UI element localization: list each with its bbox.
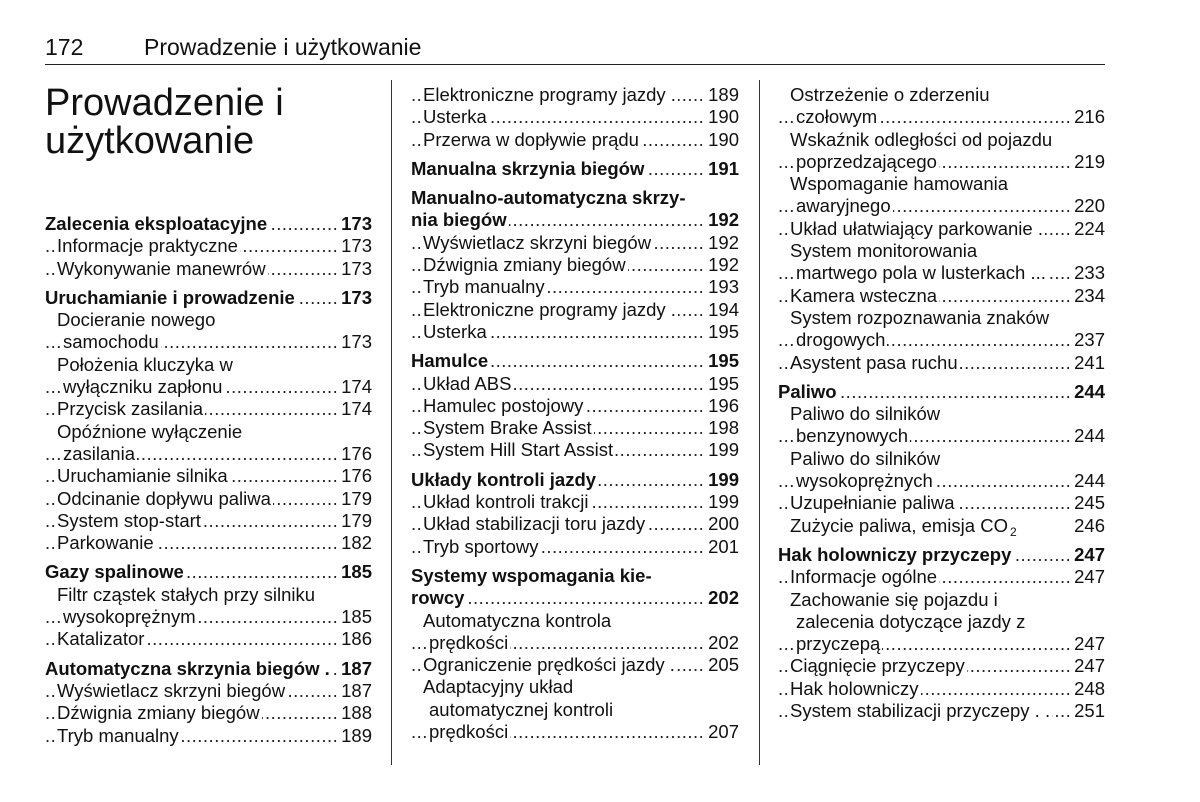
toc-entry-title: Uzupełnianie paliwa [790,492,955,514]
toc-entry-title: wyłączniku zapłonu [63,376,223,398]
toc-entry-title: System Hill Start Assist [423,439,614,461]
toc-entry-title: Układ kontroli trakcji [423,491,589,513]
toc-entry-title: Systemy wspomagania kie- [411,564,652,586]
toc-entry [45,606,372,628]
toc-page-number: 195 [705,350,739,372]
toc-entry [411,721,739,743]
toc-entry-title: Manualno-automatyczna skrzy- [411,187,686,209]
toc-entry [778,700,1105,722]
toc-section-entry [45,287,372,309]
toc-entry [778,470,1105,492]
toc-entry-title: Wyświetlacz skrzyni biegów [57,679,286,701]
toc-page-number: 244 [1071,425,1105,447]
toc-entry-title: Automatyczna kontrola [423,609,612,631]
toc-entry [411,232,739,254]
toc-entry [45,465,372,487]
toc-page-number: 190 [705,129,739,151]
toc-entry-title: Układ ułatwiający parkowanie . [790,217,1043,239]
toc-page-number: 199 [705,469,739,491]
toc-page-number: 205 [705,654,739,676]
toc-entry [411,84,739,106]
toc-page-number: 247 [1071,655,1105,677]
toc-entry-title: Kamera wsteczna [790,284,938,306]
toc-entry [778,655,1105,677]
toc-section-entry [45,658,372,680]
toc-entry-title: Informacje praktyczne [57,235,238,257]
page-number: 172 [45,34,84,60]
toc-page-number: 219 [1071,151,1105,173]
toc-page-number: 185 [338,606,372,628]
toc-entry-title: Hak holowniczy przyczepy [778,543,1012,565]
toc-entry [411,417,739,439]
toc-entry-title: Elektroniczne programy jazdy . [423,298,676,320]
toc-entry-title: Przycisk zasilania [57,398,203,420]
toc-entry [411,129,739,151]
toc-page-number: 251 [1071,700,1105,722]
toc-entry-title: Układ ABS [423,372,512,394]
toc-page-number: 220 [1071,195,1105,217]
toc-entry-title: martwego pola w lusterkach ... [796,262,1046,284]
toc-page-number: 247 [1071,633,1105,655]
chapter-title-line-2: użytkowanie [45,120,255,162]
toc-entry [778,218,1105,240]
toc-entry [45,488,372,510]
toc-entry-title: prędkości [429,721,509,743]
toc-entry [45,376,372,398]
toc-page-number: 192 [705,209,739,231]
toc-page-number: 216 [1071,106,1105,128]
toc-entry-title: Wykonywanie manewrów [57,257,266,279]
toc-page-number: 192 [705,232,739,254]
toc-section-entry [45,561,372,583]
toc-entry [411,610,739,632]
toc-entry [411,276,739,298]
toc-entry-title: Zachowanie się pojazdu i [790,588,998,610]
toc-page-number: 244 [1071,381,1105,403]
toc-entry-title: Parkowanie [57,532,154,554]
toc-entry [45,331,372,353]
toc-page-number: 201 [705,536,739,558]
toc-entry-title: Tryb manualny [423,276,545,298]
toc-page-number: 199 [705,491,739,513]
toc-entry [45,258,372,280]
toc-entry [45,584,372,606]
column-divider-1 [391,80,392,765]
toc-section-entry [411,350,739,372]
toc-entry-title: Gazy spalinowe [45,561,184,583]
toc-entry-title: Automatyczna skrzynia biegów . [45,657,330,679]
toc-entry-title: prędkości [429,631,509,653]
toc-entry [778,84,1105,106]
toc-entry-title: System monitorowania [790,240,978,262]
toc-page-number: 199 [705,439,739,461]
toc-column-3 [778,84,1105,722]
toc-page-number: 190 [705,106,739,128]
toc-page-number: 188 [338,702,372,724]
toc-entry [45,680,372,702]
toc-page-number: 246 [1074,514,1105,536]
toc-entry [411,106,739,128]
toc-entry-title: zalecenia dotyczące jazdy z [796,610,1026,632]
toc-entry [778,589,1105,611]
toc-entry-title: Uruchamianie i prowadzenie [45,286,295,308]
toc-page-number: 224 [1071,218,1105,240]
toc-entry [778,106,1105,128]
toc-entry-title: Opóźnione wyłączenie [57,420,243,442]
toc-page-number: 173 [338,331,372,353]
toc-entry [45,398,372,420]
toc-entry [778,448,1105,470]
toc-entry-title: czołowym [796,106,878,128]
toc-entry [778,566,1105,588]
toc-entry-title: Tryb manualny [57,724,179,746]
toc-entry-title: Paliwo do silników [790,447,941,469]
toc-entry [778,492,1105,514]
toc-page-number: 185 [338,561,372,583]
toc-entry [778,129,1105,151]
toc-entry-title: System stop-start [57,509,201,531]
toc-page-number: 187 [338,658,372,680]
toc-entry-title: Docieranie nowego [57,309,216,331]
toc-entry-title: Układ stabilizacji toru jazdy [423,513,646,535]
toc-entry [45,309,372,331]
toc-entry-title: System rozpoznawania znaków [790,306,1050,328]
toc-entry [778,678,1105,700]
toc-entry-title: Adaptacyjny układ [423,676,574,698]
toc-entry-title: Hak holowniczy [790,677,919,699]
toc-entry-title: Ciągnięcie przyczepy [790,655,965,677]
toc-entry [778,195,1105,217]
toc-entry [778,514,1105,540]
toc-entry-title: drogowych [796,329,886,351]
toc-entry [778,151,1105,173]
toc-page-number: 233 [1071,262,1105,284]
chapter-title-line-1: Prowadzenie i [45,82,284,124]
toc-entry [778,425,1105,447]
toc-page-number: 189 [338,725,372,747]
toc-entry [778,352,1105,374]
toc-page-number: 174 [338,398,372,420]
toc-entry-title: Dźwignia zmiany biegów [57,702,260,724]
toc-page-number: 248 [1071,678,1105,700]
toc-page-number: 173 [338,287,372,309]
toc-entry-title: Przerwa w dopływie prądu [423,128,639,150]
toc-entry [45,628,372,650]
toc-entry-title: awaryjnego [796,195,891,217]
toc-entry-title: System stabilizacji przyczepy . . [790,700,1051,722]
toc-page-number: 193 [705,276,739,298]
toc-entry-title: System Brake Assist [423,417,592,439]
toc-page-number: 195 [705,321,739,343]
toc-entry-title: Hamulec postojowy [423,394,584,416]
toc-section-entry [411,158,739,180]
toc-entry [411,299,739,321]
toc-entry-title: automatycznej kontroli [429,698,614,720]
toc-entry [45,510,372,532]
toc-entry-title: samochodu [63,331,159,353]
toc-page-number: 179 [338,488,372,510]
toc-page-number: 196 [705,395,739,417]
toc-entry-title: przyczepą [796,633,881,655]
toc-entry-title: Uruchamianie silnika [57,465,228,487]
column-divider-2 [759,80,760,765]
toc-entry-title: Asystent pasa ruchu [790,351,958,373]
toc-entry [45,532,372,554]
toc-entry [778,329,1105,351]
toc-entry [411,699,739,721]
toc-page-number: 173 [338,213,372,235]
toc-entry-title: Wskaźnik odległości od pojazdu [790,128,1053,150]
toc-page-number: 245 [1071,492,1105,514]
toc-page-number: 173 [338,235,372,257]
toc-page-number: 247 [1071,544,1105,566]
toc-page-number: 187 [338,680,372,702]
toc-entry [411,321,739,343]
toc-entry [778,240,1105,262]
toc-section-entry [411,187,739,209]
page-header [45,32,1105,65]
toc-page-number: 241 [1071,352,1105,374]
toc-section-entry [778,381,1105,403]
toc-section-entry [778,544,1105,566]
toc-entry-title: Ostrzeżenie o zderzeniu [790,84,990,105]
toc-entry-title: Katalizator [57,628,145,650]
toc-page-number: 179 [338,510,372,532]
toc-entry [411,373,739,395]
toc-entry-title: Paliwo [778,380,837,402]
toc-entry [411,536,739,558]
toc-page-number: 186 [338,628,372,650]
toc-page-number: 173 [338,258,372,280]
toc-entry-title: zasilania [63,442,135,464]
toc-page-number: 202 [705,587,739,609]
chapter-title [45,84,284,160]
toc-entry [778,633,1105,655]
toc-page-number: 237 [1071,329,1105,351]
toc-entry-title: Wspomaganie hamowania [790,173,1009,195]
toc-entry-title: Wyświetlacz skrzyni biegów [423,231,652,253]
toc-entry [411,676,739,698]
toc-entry-title: poprzedzającego [796,150,937,172]
toc-entry-title: Zalecenia eksploatacyjne [45,213,268,234]
toc-entry-title: Układy kontroli jazdy [411,468,597,490]
toc-entry [45,354,372,376]
toc-page-number: 176 [338,465,372,487]
toc-entry [778,262,1105,284]
toc-page-number: 189 [705,84,739,106]
toc-section-entry [411,587,739,609]
toc-entry-title: Filtr cząstek stałych przy silniku [57,583,316,605]
toc-entry-title: Dźwignia zmiany biegów [423,254,626,276]
toc-page-number: 176 [338,443,372,465]
toc-section-entry [45,213,372,235]
toc-entry-title: rowcy [411,587,465,609]
toc-entry [411,254,739,276]
toc-entry-title: Położenia kluczyka w [57,353,233,375]
toc-entry-title: nia biegów [411,209,507,231]
toc-page-number: 174 [338,376,372,398]
toc-entry-title: Zużycie paliwa, emisja CO [790,514,1008,536]
toc-page-number: 191 [705,158,739,180]
toc-entry [411,654,739,676]
toc-page-number: 195 [705,373,739,395]
toc-entry [45,725,372,747]
toc-entry [45,702,372,724]
toc-entry-title: Manualna skrzynia biegów [411,157,645,179]
toc-page-number: 192 [705,254,739,276]
toc-entry-title: Informacje ogólne [790,566,938,588]
toc-page-number: 207 [705,721,739,743]
toc-section-entry [411,565,739,587]
toc-entry-title: Paliwo do silników [790,403,941,425]
toc-entry [45,421,372,443]
toc-page-number: 200 [705,513,739,535]
toc-entry [778,285,1105,307]
toc-entry-title: Elektroniczne programy jazdy . [423,84,676,105]
toc-entry-title: wysokoprężnym [63,606,196,628]
toc-entry-title: wysokoprężnych [796,470,933,492]
toc-entry [778,307,1105,329]
toc-page-number: 234 [1071,285,1105,307]
toc-entry [411,491,739,513]
toc-entry [411,513,739,535]
toc-entry-title: benzynowych [796,425,909,447]
toc-entry [411,632,739,654]
toc-entry-title: Ograniczenie prędkości jazdy . [423,654,675,676]
toc-entry-title: Hamulce [411,350,489,372]
toc-page-number: 202 [705,632,739,654]
toc-page-number: 247 [1071,566,1105,588]
running-title: Prowadzenie i użytkowanie [144,34,422,60]
toc-page-number: 244 [1071,470,1105,492]
toc-entry-title: Usterka [423,106,487,128]
toc-entry [778,173,1105,195]
toc-entry [45,235,372,257]
toc-entry [411,439,739,461]
toc-page-number: 194 [705,299,739,321]
toc-entry [45,443,372,465]
toc-page-number: 198 [705,417,739,439]
toc-entry-title: Odcinanie dopływu paliwa [57,487,271,509]
toc-entry [778,403,1105,425]
toc-column-1 [45,213,372,747]
toc-entry-title: Tryb sportowy [423,535,539,557]
toc-section-entry [411,469,739,491]
toc-section-entry [411,209,739,231]
toc-page-number: 182 [338,532,372,554]
toc-entry [411,395,739,417]
toc-entry-title: Usterka [423,320,487,342]
toc-entry [778,611,1105,633]
subscript: 2 [1009,525,1017,540]
toc-column-2 [411,84,739,743]
